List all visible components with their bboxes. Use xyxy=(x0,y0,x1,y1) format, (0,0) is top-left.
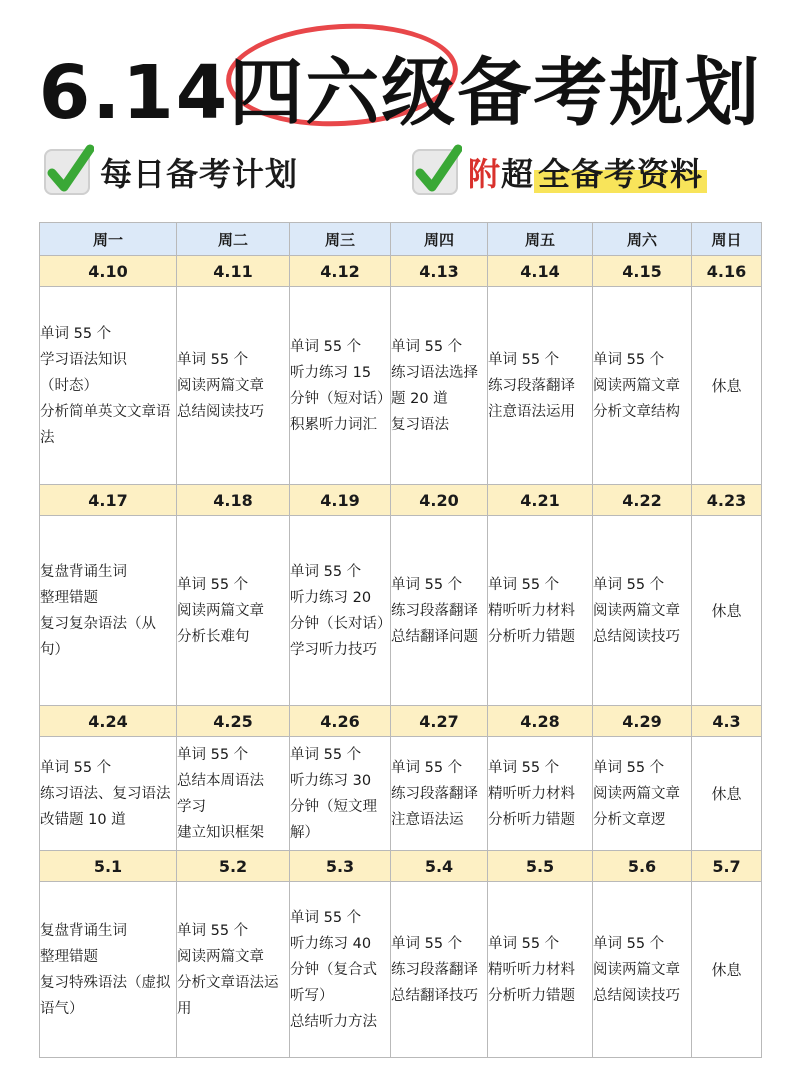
date-cell: 4.23 xyxy=(692,485,762,516)
task-line: 练习语法、复习语法 xyxy=(40,785,171,802)
task-cell xyxy=(290,737,391,851)
task-cell xyxy=(488,882,593,1058)
task-cell xyxy=(593,516,692,706)
task-line: 阅读两篇文章 xyxy=(593,961,680,978)
task-line: 分析听力错题 xyxy=(488,628,575,645)
task-line: 练习段落翻译 xyxy=(488,377,575,394)
study-plan-table xyxy=(39,222,762,1058)
weekday-header: 周二 xyxy=(177,223,290,256)
task-line: 练习段落翻译 xyxy=(391,961,478,978)
task-cell xyxy=(391,516,488,706)
task-line: 精听听力材料 xyxy=(488,602,575,619)
task-line: 休息 xyxy=(711,376,742,395)
date-cell: 4.29 xyxy=(593,706,692,737)
date-row xyxy=(40,256,762,287)
task-line: 阅读两篇文章 xyxy=(593,377,680,394)
task-line: 学习听力技巧 xyxy=(290,641,377,658)
task-cell xyxy=(391,287,488,485)
date-cell: 4.26 xyxy=(290,706,391,737)
task-line: 单词 55 个 xyxy=(488,576,560,593)
task-line: 分析文章语法运用 xyxy=(177,974,279,1017)
checkmark-icon xyxy=(44,149,90,195)
task-line: 单词 55 个 xyxy=(391,576,463,593)
task-line: 学习语法知识 xyxy=(40,351,127,368)
task-cell xyxy=(177,882,290,1058)
task-line: 练习段落翻译 xyxy=(391,785,478,802)
task-line: 练习语法选择题 20 道 xyxy=(391,364,478,407)
weekday-header: 周六 xyxy=(593,223,692,256)
task-line: 学习 xyxy=(177,798,206,815)
date-cell: 4.13 xyxy=(391,256,488,287)
task-cell xyxy=(290,882,391,1058)
date-cell: 4.18 xyxy=(177,485,290,516)
task-line: 注意语法运用 xyxy=(488,403,575,420)
task-line: 总结本周语法 xyxy=(177,772,264,789)
task-line: 单词 55 个 xyxy=(177,576,249,593)
task-line: 精听听力材料 xyxy=(488,961,575,978)
task-line: 注意语法运 xyxy=(391,811,464,828)
task-line: 复盘背诵生词 xyxy=(40,563,127,580)
task-line: 分析文章结构 xyxy=(593,403,680,420)
date-cell: 4.19 xyxy=(290,485,391,516)
task-line: 分析简单英文文章语法 xyxy=(40,403,171,446)
date-cell: 4.20 xyxy=(391,485,488,516)
date-cell: 4.14 xyxy=(488,256,593,287)
task-line: 总结阅读技巧 xyxy=(593,628,680,645)
task-line: 阅读两篇文章 xyxy=(593,602,680,619)
date-cell: 4.25 xyxy=(177,706,290,737)
title-area xyxy=(0,18,800,136)
task-line: 建立知识框架 xyxy=(177,824,264,841)
daily-plan-label xyxy=(44,146,298,198)
task-line: 精听听力材料 xyxy=(488,785,575,802)
task-line: 复习特殊语法（虚拟语气） xyxy=(40,974,171,1017)
task-line: 阅读两篇文章 xyxy=(177,948,264,965)
task-line: 单词 55 个 xyxy=(391,338,463,355)
task-row xyxy=(40,287,762,485)
date-cell: 5.4 xyxy=(391,851,488,882)
date-cell: 5.2 xyxy=(177,851,290,882)
task-line: 阅读两篇文章 xyxy=(177,602,264,619)
task-cell xyxy=(290,516,391,706)
date-cell: 4.15 xyxy=(593,256,692,287)
task-line: 单词 55 个 xyxy=(177,351,249,368)
weekday-header: 周五 xyxy=(488,223,593,256)
weekday-header: 周三 xyxy=(290,223,391,256)
weekday-header-row xyxy=(40,223,762,256)
task-line: 阅读两篇文章 xyxy=(593,785,680,802)
task-line: 整理错题 xyxy=(40,948,98,965)
date-cell: 5.5 xyxy=(488,851,593,882)
task-line: 单词 55 个 xyxy=(593,935,665,952)
subtitle-row xyxy=(0,146,800,202)
task-cell xyxy=(488,516,593,706)
date-cell: 4.28 xyxy=(488,706,593,737)
weekday-header: 周四 xyxy=(391,223,488,256)
task-line: 单词 55 个 xyxy=(177,746,249,763)
date-row xyxy=(40,851,762,882)
task-line: （时态） xyxy=(40,377,98,394)
task-line: 练习段落翻译 xyxy=(391,602,478,619)
task-line: 总结翻译问题 xyxy=(391,628,478,645)
task-line: 复习复杂语法（从句） xyxy=(40,615,156,658)
date-cell: 4.24 xyxy=(40,706,177,737)
date-cell: 5.3 xyxy=(290,851,391,882)
task-line: 单词 55 个 xyxy=(488,351,560,368)
task-line: 总结听力方法 xyxy=(290,1013,377,1030)
task-line: 整理错题 xyxy=(40,589,98,606)
task-line: 单词 55 个 xyxy=(488,935,560,952)
date-cell: 5.1 xyxy=(40,851,177,882)
task-line: 单词 55 个 xyxy=(593,351,665,368)
task-line: 单词 55 个 xyxy=(593,576,665,593)
task-cell xyxy=(177,737,290,851)
task-cell xyxy=(177,516,290,706)
date-cell: 4.10 xyxy=(40,256,177,287)
task-cell xyxy=(692,882,762,1058)
task-cell xyxy=(40,882,177,1058)
date-cell: 4.27 xyxy=(391,706,488,737)
task-cell xyxy=(692,737,762,851)
task-cell xyxy=(593,287,692,485)
task-row xyxy=(40,882,762,1058)
task-line: 听力练习 30 分钟（短文理解） xyxy=(290,772,377,841)
date-cell: 4.12 xyxy=(290,256,391,287)
date-cell: 4.17 xyxy=(40,485,177,516)
task-cell xyxy=(391,882,488,1058)
checkmark-icon xyxy=(412,149,458,195)
task-line: 休息 xyxy=(711,601,742,620)
task-cell xyxy=(593,882,692,1058)
weekday-header: 周日 xyxy=(692,223,762,256)
task-line: 听力练习 15 分钟（短对话） xyxy=(290,364,392,407)
task-cell xyxy=(40,516,177,706)
page-title: 6.14四六级备考规划 xyxy=(38,50,762,136)
task-cell xyxy=(177,287,290,485)
task-line: 分析听力错题 xyxy=(488,987,575,1004)
task-line: 复盘背诵生词 xyxy=(40,922,127,939)
task-cell xyxy=(391,737,488,851)
date-cell: 4.22 xyxy=(593,485,692,516)
task-line: 分析文章逻 xyxy=(593,811,666,828)
task-line: 单词 55 个 xyxy=(391,935,463,952)
task-cell xyxy=(488,737,593,851)
task-line: 单词 55 个 xyxy=(593,759,665,776)
date-cell: 4.3 xyxy=(692,706,762,737)
task-cell xyxy=(290,287,391,485)
task-line: 休息 xyxy=(711,784,742,803)
task-line: 单词 55 个 xyxy=(488,759,560,776)
task-line: 单词 55 个 xyxy=(177,922,249,939)
date-cell: 4.16 xyxy=(692,256,762,287)
task-line: 阅读两篇文章 xyxy=(177,377,264,394)
task-line: 单词 55 个 xyxy=(290,563,362,580)
task-line: 总结翻译技巧 xyxy=(391,987,478,1004)
task-line: 总结阅读技巧 xyxy=(593,987,680,1004)
task-line: 听力练习 40 分钟（复合式听写） xyxy=(290,935,377,1004)
task-cell xyxy=(593,737,692,851)
task-line: 单词 55 个 xyxy=(290,338,362,355)
task-row xyxy=(40,516,762,706)
task-line: 休息 xyxy=(711,960,742,979)
task-line: 分析长难句 xyxy=(177,628,250,645)
task-line: 总结阅读技巧 xyxy=(177,403,264,420)
task-cell xyxy=(488,287,593,485)
date-row xyxy=(40,485,762,516)
date-cell: 5.7 xyxy=(692,851,762,882)
task-line: 单词 55 个 xyxy=(391,759,463,776)
materials-text: 附超 全备考资料 xyxy=(468,149,707,195)
date-cell: 4.11 xyxy=(177,256,290,287)
task-line: 单词 55 个 xyxy=(290,746,362,763)
task-line: 改错题 10 道 xyxy=(40,811,126,828)
materials-label xyxy=(412,146,707,198)
task-line: 复习语法 xyxy=(391,416,449,433)
daily-plan-text: 每日备考计划 xyxy=(100,155,299,193)
date-row xyxy=(40,706,762,737)
task-line: 积累听力词汇 xyxy=(290,416,377,433)
task-row xyxy=(40,737,762,851)
task-cell xyxy=(40,737,177,851)
task-cell xyxy=(40,287,177,485)
task-line: 分析听力错题 xyxy=(488,811,575,828)
task-cell xyxy=(692,287,762,485)
weekday-header: 周一 xyxy=(40,223,177,256)
task-line: 单词 55 个 xyxy=(40,759,112,776)
task-line: 单词 55 个 xyxy=(40,325,112,342)
date-cell: 4.21 xyxy=(488,485,593,516)
task-cell xyxy=(692,516,762,706)
date-cell: 5.6 xyxy=(593,851,692,882)
task-line: 听力练习 20 分钟（长对话） xyxy=(290,589,392,632)
task-line: 单词 55 个 xyxy=(290,909,362,926)
